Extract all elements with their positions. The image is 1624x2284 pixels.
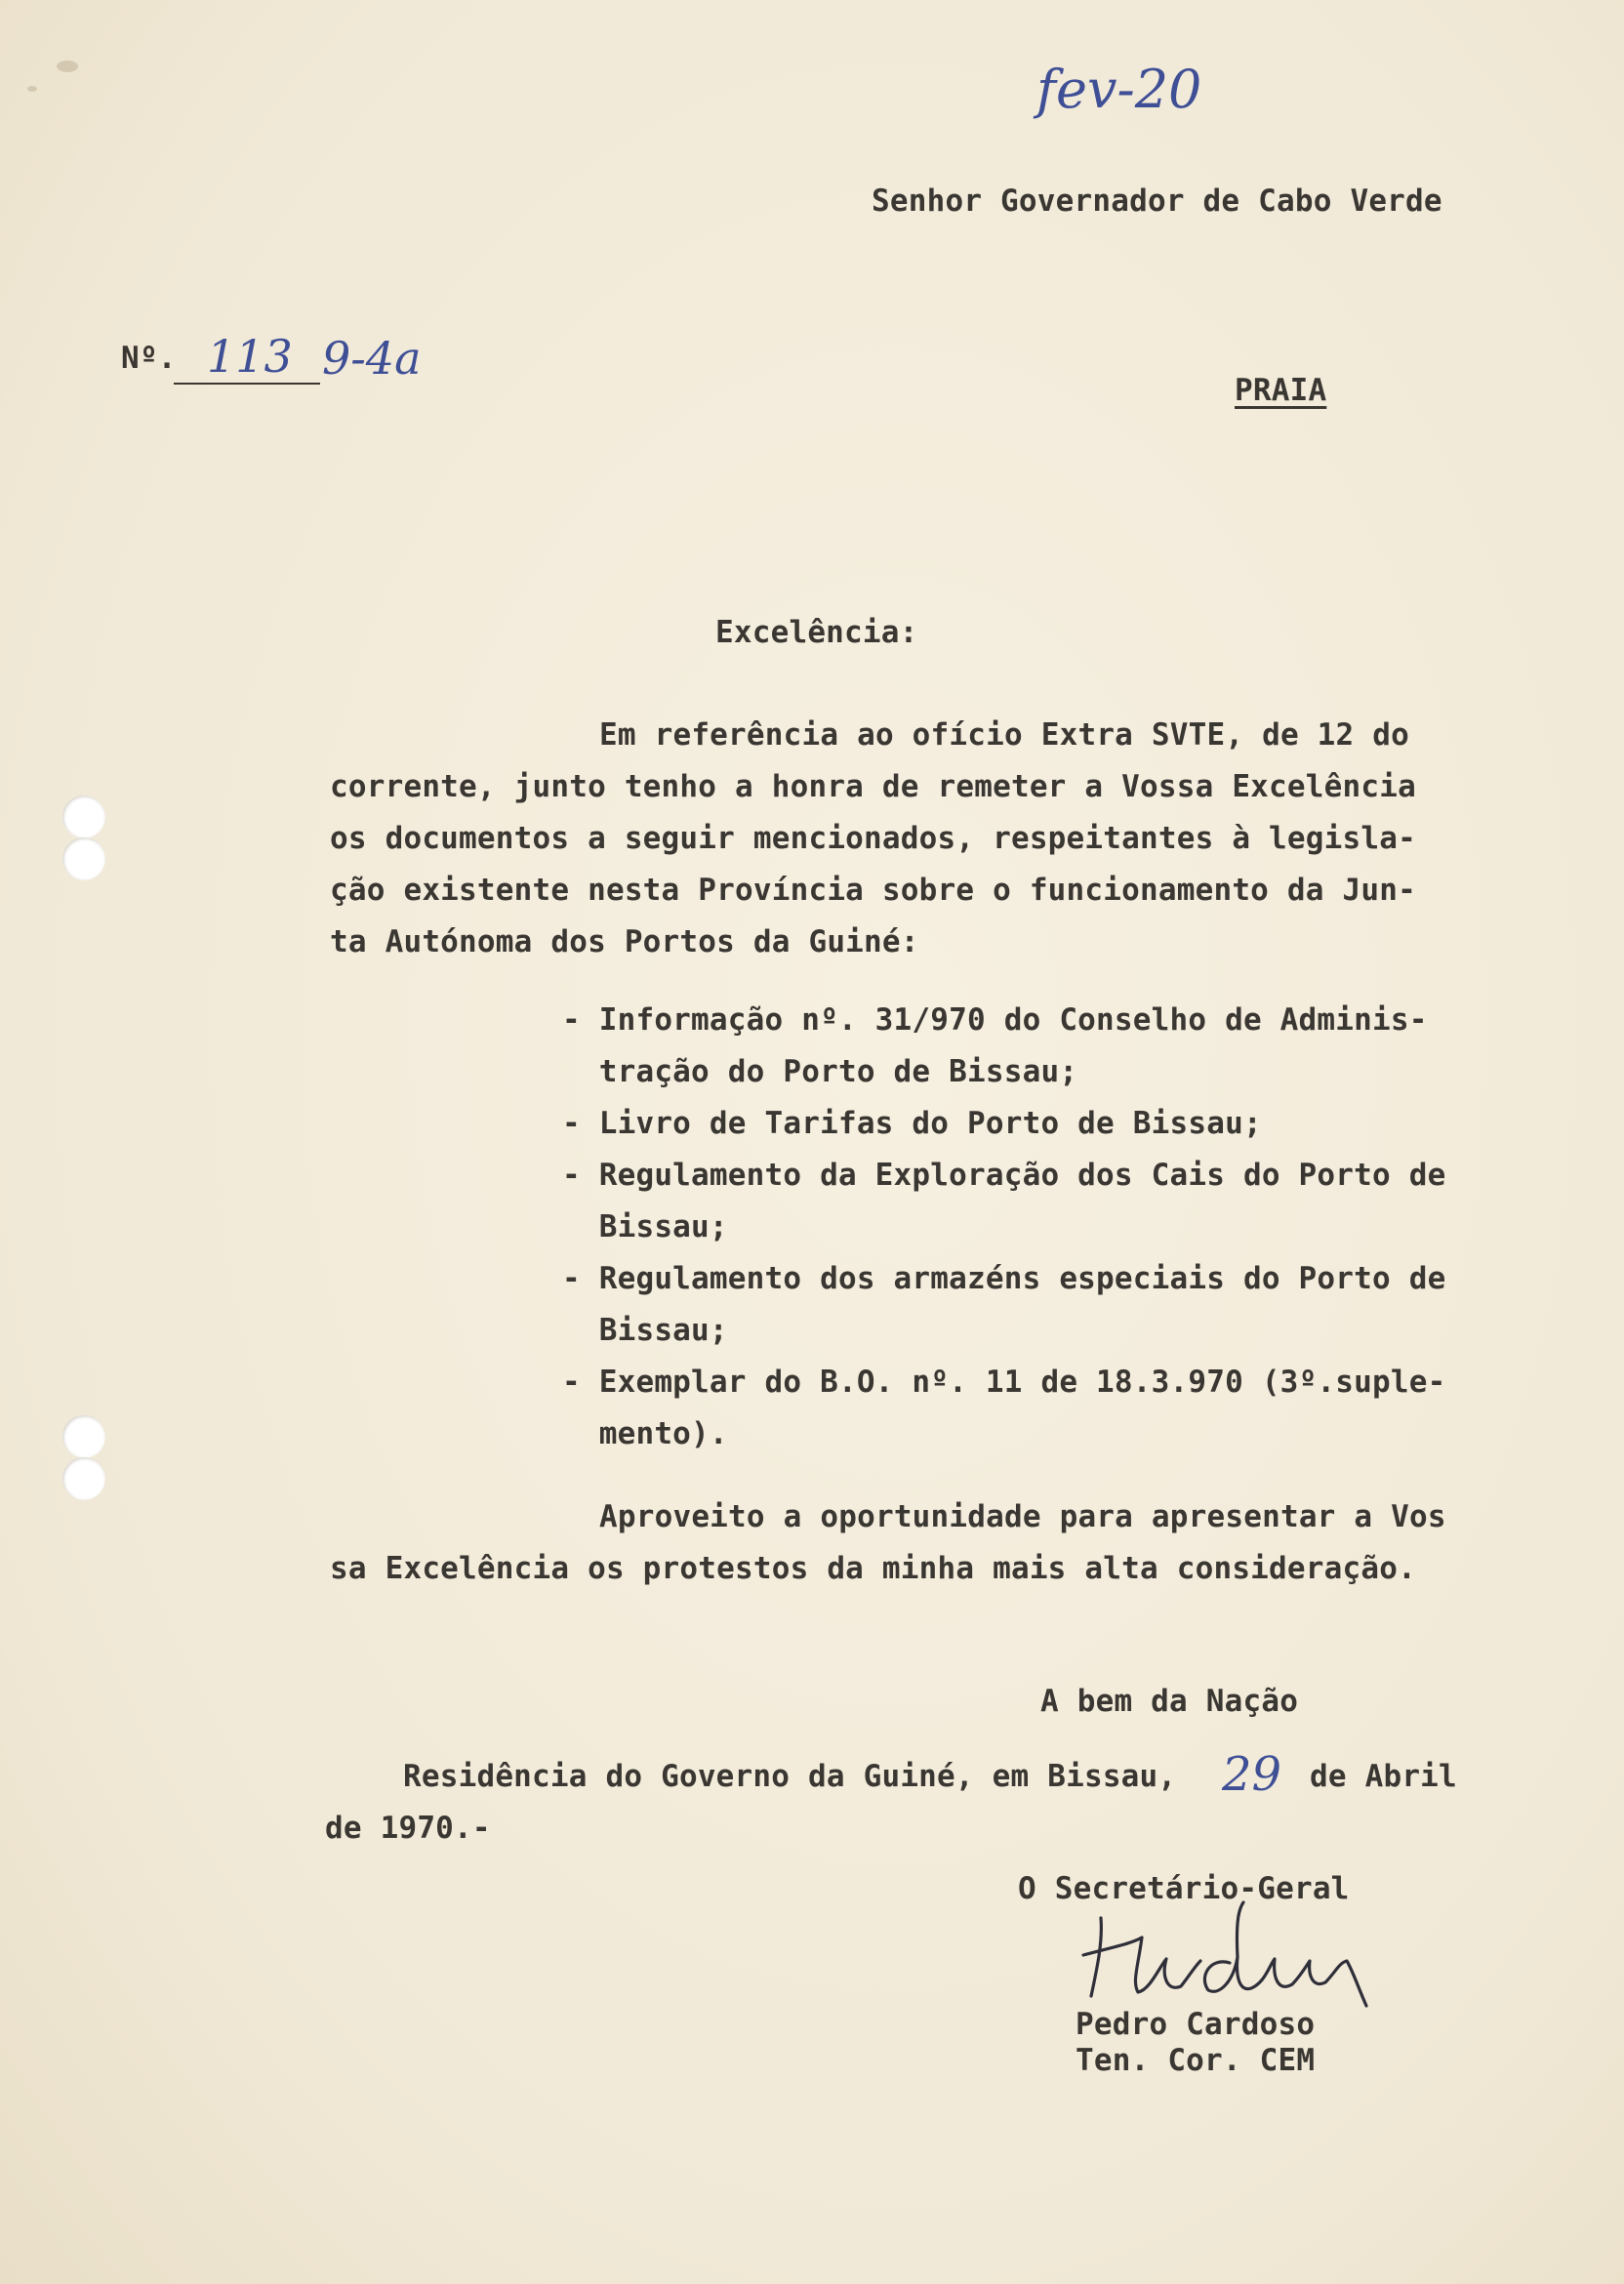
addressee: Senhor Governador de Cabo Verde xyxy=(872,184,1442,219)
list-item: - Livro de Tarifas do Porto de Bissau; xyxy=(562,1106,1262,1141)
intro-line: Em referência ao ofício Extra SVTE, de 12 do xyxy=(599,717,1409,753)
salutation: Excelência: xyxy=(715,615,918,650)
intro-line: os documentos a seguir mencionados, respeitantes à legisla- xyxy=(330,821,1416,856)
destination-city: PRAIA xyxy=(1235,373,1327,408)
closing-line: Aproveito a oportunidade para apresentar a Vos xyxy=(599,1499,1446,1534)
place-date-prefix: Residência do Governo da Guiné, em Bissau, xyxy=(403,1759,1177,1794)
list-item: - Exemplar do B.O. nº. 11 de 18.3.970 (3º.suple- xyxy=(562,1365,1446,1400)
signatory-rank: Ten. Cor. CEM xyxy=(1076,2043,1316,2078)
punch-hole xyxy=(62,795,105,838)
intro-line: ta Autónoma dos Portos da Guiné: xyxy=(330,924,919,959)
paper-stain xyxy=(57,61,78,72)
paper-stain xyxy=(27,86,37,92)
place-date-year: de 1970.- xyxy=(325,1811,491,1846)
signatory-name: Pedro Cardoso xyxy=(1076,2007,1316,2042)
number-underline xyxy=(174,383,320,385)
punch-hole xyxy=(62,837,105,880)
handwritten-signature xyxy=(1074,1898,1396,2016)
punch-hole xyxy=(62,1415,105,1458)
handwritten-day: 29 xyxy=(1222,1747,1282,1802)
punch-hole xyxy=(62,1457,105,1500)
list-item: - Regulamento dos armazéns especiais do Porto de xyxy=(562,1261,1446,1296)
motto: A bem da Nação xyxy=(1040,1684,1299,1719)
handwritten-number: 113 xyxy=(207,330,293,383)
number-label: Nº. xyxy=(121,341,177,376)
closing-line: sa Excelência os protestos da minha mais alta consideração. xyxy=(330,1551,1416,1586)
list-item: - Informação nº. 31/970 do Conselho de Adminis- xyxy=(562,1002,1428,1038)
handwritten-top-note: fev-20 xyxy=(1036,59,1202,120)
intro-line: ção existente nesta Província sobre o funcionamento da Jun- xyxy=(330,873,1416,908)
list-item: Bissau; xyxy=(562,1209,728,1244)
list-item: - Regulamento da Exploração dos Cais do Porto de xyxy=(562,1158,1446,1193)
handwritten-number-suffix: 9-4a xyxy=(322,332,422,385)
intro-line: corrente, junto tenho a honra de remeter a Vossa Excelência xyxy=(330,769,1416,804)
list-item: mento). xyxy=(562,1416,728,1451)
signatory-title: O Secretário-Geral xyxy=(1018,1871,1350,1906)
list-item: Bissau; xyxy=(562,1313,728,1348)
place-date-suffix: de Abril xyxy=(1310,1759,1457,1794)
list-item: tração do Porto de Bissau; xyxy=(562,1054,1078,1089)
